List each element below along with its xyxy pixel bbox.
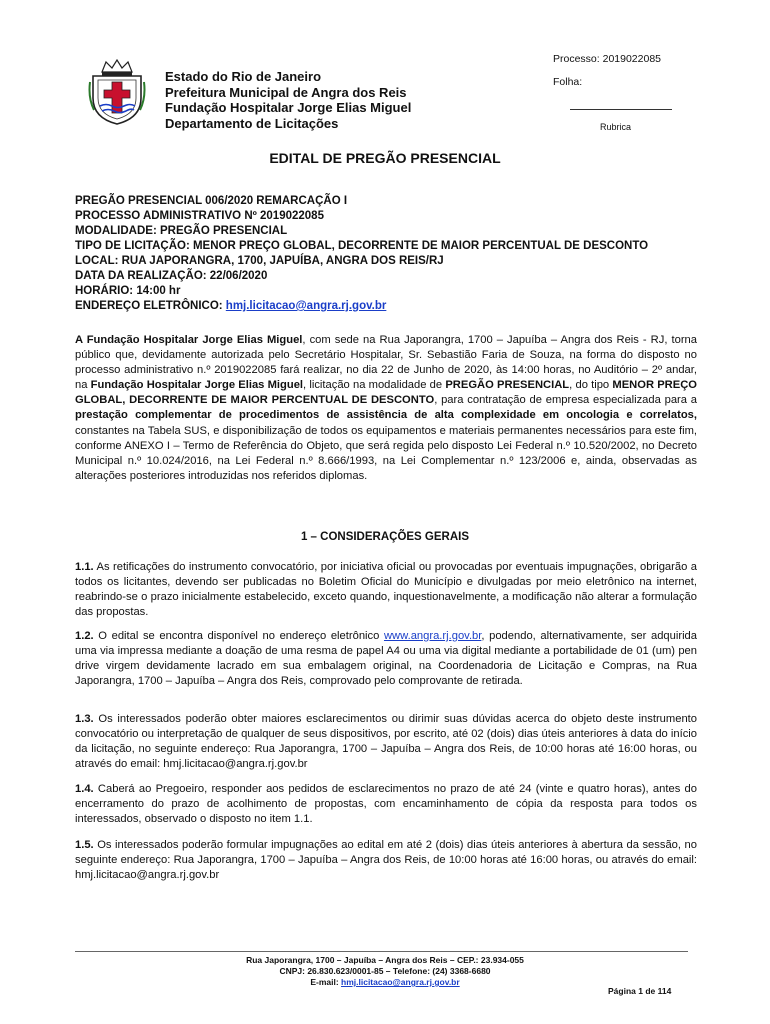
item-number: 1.1. [75, 561, 94, 573]
rubrica-signature-line [570, 109, 672, 110]
footer-address: Rua Japorangra, 1700 – Japuíba – Angra dos Reis – CEP.: 23.934-055 [246, 955, 524, 965]
meta-email-link[interactable]: hmj.licitacao@angra.rj.gov.br [225, 300, 387, 312]
item-1-3 [75, 712, 697, 772]
item-number: 1.5. [75, 839, 94, 851]
intro-bold-4: MENOR PREÇO GLOBAL, DECORRENTE DE MAIOR PERCENTUAL DE DESCONTO [75, 379, 698, 407]
rubrica-label: Rubrica [600, 122, 632, 132]
item-1-5 [75, 838, 697, 883]
item-text: Os interessados poderão formular impugnações ao edital em até 2 (dois) dias úteis anteriores à abertura da sessão, no seguinte endereço: Rua Japorangra, 1700 – Japuíba – Angra dos Reis, de 10:00 horas até 16:00 horas, ou através do email: hmj.licitacao@angra.rj.gov.br [75, 839, 697, 882]
meta-data: DATA DA REALIZAÇÃO: 22/06/2020 [75, 270, 268, 282]
page-number: Página 1 de 114 [608, 986, 672, 996]
intro-text-4: , para contratação de empresa especializada para a [434, 394, 698, 407]
section-title: 1 – CONSIDERAÇÕES GERAIS [300, 531, 470, 543]
document-title: EDITAL DE PREGÃO PRESENCIAL [269, 150, 501, 166]
intro-text-1: , com sede na Rua Japorangra, 1700 – Japuíba – Angra dos Reis - RJ, torna público que, devidamente autorizada pelo Secretário Hospitalar, Sr. Sebastião Faria de Souza, na forma do disposto no processo administrativo n.º 2019022085 fará realizar, no dia 22 de Junho de 2020, às 14:00 horas, no Auditório – 2º andar, na [75, 334, 697, 392]
item-number: 1.4. [75, 783, 94, 795]
meta-pregao: PREGÃO PRESENCIAL 006/2020 REMARCAÇÃO I [75, 195, 348, 207]
coat-of-arms-logo [88, 58, 146, 126]
intro-bold-2: Fundação Hospitalar Jorge Elias Miguel [90, 379, 304, 392]
item-text: Os interessados poderão obter maiores esclarecimentos ou dirimir suas dúvidas acerca do objeto deste instrumento convocatório ou interpretação de qualquer de seus dispositivos, por escrito, até 02 (dois) dias úteis anteriores à data do início da licitação, no seguinte endereço: Rua Japorangra, 1700 – Japuíba – Angra dos Reis, de 10:00 horas até 16:00 horas, ou através do email: hmj.licitacao@angra.rj.gov.br [75, 713, 697, 771]
item-text: , podendo, alternativamente, ser adquirida uma via impressa mediante a doação de uma resma de papel A4 ou uma via digital mediante a portabilidade de 01 (um) pen drive virgem devidamente lacrado em sua embalagem original, na Coordenadoria de Licitação e Compras, na Rua Japorangra, 1700 – Japuíba – Angra dos Reis, comprovado pelo comprovante de retirada. [75, 630, 697, 688]
item-text: Caberá ao Pregoeiro, responder aos pedidos de esclarecimentos no prazo de até 24 (vinte e quatro horas), antes do encerramento do prazo de acolhimento de propostas, com encaminhamento de cópia da resposta para todos os interessados, observado o disposto no item 1.1. [75, 783, 697, 826]
bid-metadata [75, 194, 705, 314]
footer-divider [75, 951, 688, 952]
intro-paragraph [75, 333, 697, 484]
organization-header [165, 69, 411, 131]
website-link[interactable]: www.angra.rj.gov.br [383, 630, 482, 642]
meta-processo: PROCESSO ADMINISTRATIVO Nº 2019022085 [75, 210, 324, 222]
item-1-2 [75, 629, 697, 689]
meta-email-label: ENDEREÇO ELETRÔNICO: [75, 300, 226, 312]
footer-email-link[interactable]: hmj.licitacao@angra.rj.gov.br [341, 977, 460, 987]
process-number: Processo: 2019022085 [553, 53, 661, 65]
org-line-state: Estado do Rio de Janeiro [165, 69, 322, 84]
intro-text-2: , licitação na modalidade de [303, 379, 446, 392]
intro-bold-1: A Fundação Hospitalar Jorge Elias Miguel [75, 334, 303, 346]
item-text: O edital se encontra disponível no endereço eletrônico [93, 630, 384, 642]
footer-cnpj: CNPJ: 26.830.623/0001-85 – Telefone: (24) 3368-6680 [279, 966, 491, 976]
intro-bold-5: prestação complementar de procedimentos de assistência de alta complexidade em oncologia e correlatos, [75, 409, 697, 422]
org-line-prefecture: Prefeitura Municipal de Angra dos Reis [165, 84, 407, 100]
org-line-department: Departamento de Licitações [165, 115, 339, 131]
item-text: As retificações do instrumento convocatório, por iniciativa oficial ou provocadas por eventuais impugnações, obrigarão a todos os licitantes, devendo ser publicadas no Boletim Oficial do Município e divulgadas por meio eletrônico na internet, reabrindo-se o prazo inicialmente estabelecido, exceto quando, inquestionavelmente, a modificação não alterar a formulação das propostas. [75, 561, 697, 619]
meta-local: LOCAL: RUA JAPORANGRA, 1700, JAPUÍBA, ANGRA DOS REIS/RJ [75, 255, 444, 267]
meta-horario: HORÁRIO: 14:00 hr [75, 285, 181, 297]
intro-text-3: , do tipo [569, 379, 613, 392]
meta-modalidade: MODALIDADE: PREGÃO PRESENCIAL [75, 225, 288, 237]
intro-bold-3: PREGÃO PRESENCIAL [445, 379, 570, 392]
footer-email-label: E-mail: [310, 977, 342, 987]
intro-text-5: constantes na Tabela SUS, e disponibilização de todos os equipamentos e materiais permanentes necessários para este fim, conforme ANEXO I – Termo de Referência do Objeto, que será regida pelo disposto Lei Federal n.º 10.520/2002, no Decreto Municipal n.º 10.024/2016, na Lei Federal n.º 8.666/1993, na Lei Complementar n.º 123/2006 e, ainda, observadas as alterações posteriores introduzidas nos referidos diplomas. [75, 424, 697, 482]
item-1-1 [75, 560, 697, 620]
meta-tipo: TIPO DE LICITAÇÃO: MENOR PREÇO GLOBAL, DECORRENTE DE MAIOR PERCENTUAL DE DESCONTO [75, 240, 649, 252]
folha-label: Folha: [553, 76, 583, 88]
item-1-4 [75, 782, 697, 827]
item-number: 1.3. [75, 713, 94, 725]
meta-email-line [75, 299, 705, 314]
org-line-foundation: Fundação Hospitalar Jorge Elias Miguel [165, 100, 412, 115]
item-number: 1.2. [75, 630, 94, 642]
